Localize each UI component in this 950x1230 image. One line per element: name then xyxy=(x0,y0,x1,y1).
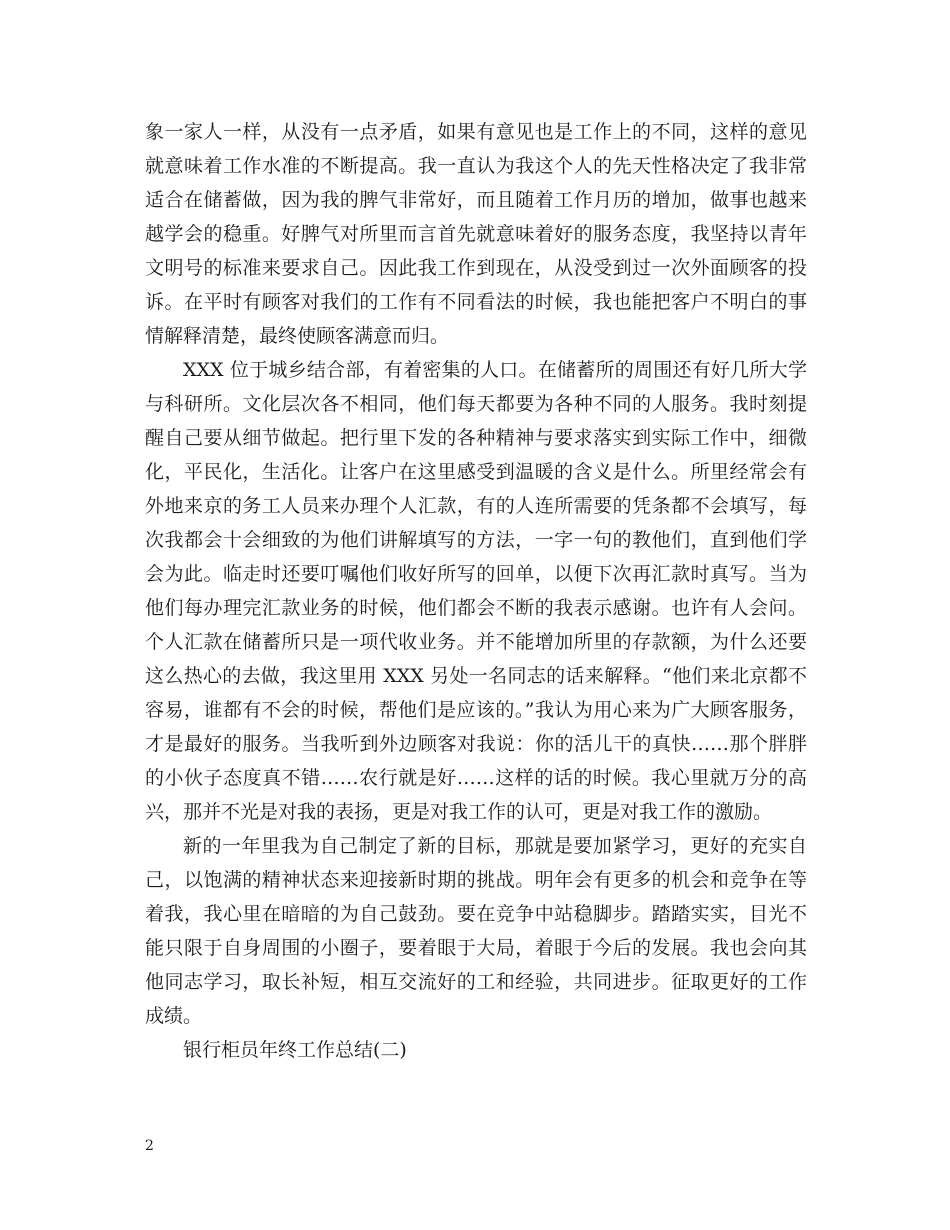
paragraph-continuation: 象一家人一样，从没有一点矛盾，如果有意见也是工作上的不同，这样的意见就意味着工作水准的不断提高。我一直认为我这个人的先天性格决定了我非常适合在储蓄做，因为我的脾气非常好，而且随着工作月历的增加，做事也越来越学会的稳重。好脾气对所里而言首先就意味着好的服务态度，我坚持以青年文明号的标准来要求自己。因此我工作到现在，从没受到过一次外面顾客的投诉。在平时有顾客对我们的工作有不同看法的时候，我也能把客户不明白的事情解释清楚，最终使顾客满意而归。 xyxy=(145,121,807,347)
document-body xyxy=(145,115,807,1067)
paragraph-goals: 新的一年里我为自己制定了新的目标，那就是要加紧学习，更好的充实自己，以饱满的精神状态来迎接新时期的挑战。明年会有更多的机会和竞争在等着我，我心里在暗暗的为自己鼓劲。要在竞争中站稳脚步。踏踏实实，目光不能只限于自身周围的小圈子，要着眼于大局，着眼于今后的发展。我也会向其他同志学习，取长补短，相互交流好的工和经验，共同进步。征取更好的工作成绩。 xyxy=(145,835,807,1027)
section-heading: 银行柜员年终工作总结(二) xyxy=(183,1039,407,1061)
paragraph-service: XXX 位于城乡结合部，有着密集的人口。在储蓄所的周围还有好几所大学与科研所。文化层次各不相同，他们每天都要为各种不同的人服务。我时刻提醒自己要从细节做起。把行里下发的各种精神与要求落实到实际工作中，细微化，平民化，生活化。让客户在这里感受到温暖的含义是什么。所里经常会有外地来京的务工人员来办理个人汇款，有的人连所需要的凭条都不会填写，每次我都会十会细致的为他们讲解填写的方法，一字一句的教他们，直到他们学会为此。临走时还要叮嘱他们收好所写的回单，以便下次再汇款时真写。当为他们每办理完汇款业务的时候，他们都会不断的我表示感谢。也许有人会问。个人汇款在储蓄所只是一项代收业务。并不能增加所里的存款额，为什么还要这么热心的去做，我这里用 XXX 另处一名同志的话来解释。“他们来北京都不容易，谁都有不会的时候，帮他们是应该的。”我认为用心来为广大顾客服务，才是最好的服务。当我听到外边顾客对我说：你的活儿干的真快……那个胖胖的小伙子态度真不错……农行就是好……这样的话的时候。我心里就万分的高兴，那并不光是对我的表扬，更是对我工作的认可，更是对我工作的激励。 xyxy=(145,359,807,823)
page-number: 2 xyxy=(145,1138,154,1154)
